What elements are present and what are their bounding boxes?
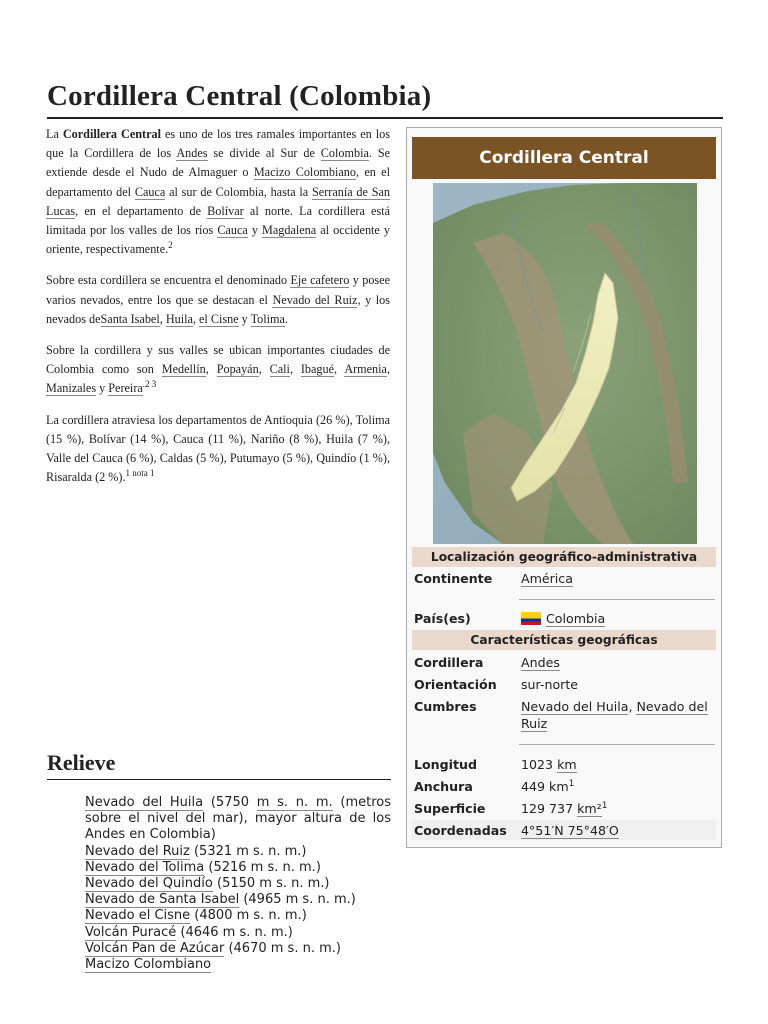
title-divider bbox=[47, 117, 723, 119]
text-run: , bbox=[386, 362, 390, 377]
inline-link[interactable]: Medellín bbox=[161, 362, 206, 377]
infobox-value-coordenadas[interactable] bbox=[521, 822, 711, 839]
inline-link[interactable]: Colombia bbox=[320, 146, 369, 161]
text-run: La cordillera atraviesa los departamentos de Antioquia (26 %), Tolima (15 %), Bolívar (14 %), Cauca (11 %), Nariño (8 %), Huila (7 %), Valle del Cauca (6 %), Caldas (5 %), Putumayo (5 %), Quindío (1 %), Risaralda (2 %). bbox=[46, 412, 390, 485]
relief-map-image bbox=[433, 183, 697, 544]
infobox-label-superficie: Superficie bbox=[414, 801, 486, 816]
infobox-value-superficie bbox=[521, 800, 711, 817]
inline-link[interactable]: Cauca bbox=[217, 223, 248, 238]
text-run: Sobre esta cordillera se encuentra el denominado bbox=[46, 273, 291, 288]
list-item bbox=[85, 844, 391, 860]
inline-link[interactable]: Nevado del Ruiz bbox=[85, 843, 190, 859]
infobox-section-geografia: Características geográficas bbox=[412, 630, 716, 650]
text-run: , en el departamento de bbox=[75, 203, 208, 218]
inline-link[interactable]: Nevado del Quindío bbox=[85, 876, 213, 892]
reference-marker[interactable]: 1 nota 1 bbox=[125, 468, 155, 479]
section-divider bbox=[47, 779, 391, 780]
text-run: (5150 m s. n. m.) bbox=[212, 876, 330, 892]
infobox-title: Cordillera Central bbox=[412, 137, 716, 179]
inline-link[interactable]: Magdalena bbox=[262, 223, 317, 238]
text-run: y posee varios nevados, entre los que se destacan el bbox=[46, 273, 390, 307]
colombia-flag-icon bbox=[521, 612, 541, 625]
text-run: y bbox=[238, 311, 251, 326]
inline-link[interactable]: km² bbox=[577, 801, 602, 816]
infobox-value-cordillera[interactable]: Andes bbox=[521, 655, 560, 670]
text-run: , bbox=[289, 362, 301, 377]
infobox-label-cumbres: Cumbres bbox=[414, 699, 477, 714]
text-run: al norte. La cordillera está limitada por los valles de los ríos bbox=[46, 203, 390, 238]
section-heading-relieve: Relieve bbox=[47, 750, 116, 775]
inline-link[interactable]: Pereira bbox=[108, 381, 143, 396]
infobox-label-anchura: Anchura bbox=[414, 779, 473, 794]
text-run: , y los nevados de bbox=[46, 292, 390, 326]
list-item bbox=[85, 941, 391, 957]
inline-link[interactable]: Armenia bbox=[344, 362, 387, 377]
infobox-label-continente: Continente bbox=[414, 571, 493, 586]
text-run: es uno de los tres ramales importantes en los que la Cordillera de los bbox=[46, 127, 391, 161]
list-item bbox=[85, 795, 391, 844]
text-run: Sobre la cordillera y sus valles se ubican importantes ciudades de Colombia como son bbox=[46, 343, 390, 377]
inline-link[interactable]: km bbox=[557, 757, 577, 772]
inline-link[interactable]: Macizo Colombiano bbox=[253, 165, 356, 180]
text-run: (5216 m s. n. m.) bbox=[204, 859, 321, 875]
page-title: Cordillera Central (Colombia) bbox=[47, 80, 432, 112]
list-item bbox=[85, 957, 391, 973]
infobox-label-pais: País(es) bbox=[414, 611, 471, 626]
inline-link[interactable]: Macizo Colombiano bbox=[85, 957, 212, 973]
inline-link[interactable]: Nevado de Santa Isabel bbox=[85, 892, 240, 908]
inline-link[interactable]: Manizales bbox=[46, 381, 97, 396]
text-run: al occidente y oriente, respectivamente. bbox=[46, 223, 390, 257]
inline-link[interactable]: Nevado del Huila bbox=[521, 699, 629, 714]
list-item bbox=[85, 860, 391, 876]
reference-marker[interactable]: 2 bbox=[168, 240, 173, 251]
text-run: (5321 m s. n. m.) bbox=[189, 843, 307, 859]
inline-link[interactable]: Ibagué bbox=[300, 362, 335, 377]
text-run: (5750 bbox=[203, 795, 257, 810]
text-run: se divide al Sur de bbox=[207, 146, 321, 161]
reference-marker[interactable]: .2 3 bbox=[142, 379, 157, 390]
article-paragraph-1 bbox=[46, 125, 390, 259]
inline-link[interactable]: Serranía de San Lucas bbox=[46, 184, 390, 218]
inline-link[interactable]: Popayán bbox=[216, 362, 259, 377]
bold-text: Cordillera Central bbox=[62, 127, 161, 141]
inline-link[interactable]: Nevado del Huila bbox=[85, 795, 204, 810]
text-run: (4965 m s. n. m.) bbox=[239, 892, 356, 908]
inline-link[interactable]: Nevado del Tolima bbox=[85, 859, 205, 875]
inline-link[interactable]: Nevado del Ruiz bbox=[521, 699, 708, 731]
text-run: (metros sobre el nivel del mar), mayor altura de los Andes en Colombia) bbox=[85, 795, 392, 843]
article-paragraph-3 bbox=[46, 341, 390, 399]
infobox-divider bbox=[519, 744, 715, 745]
infobox-value-pais[interactable]: Colombia bbox=[521, 610, 711, 627]
text-run: (4670 m s. n. m.) bbox=[224, 940, 341, 956]
reference-marker[interactable]: 1 bbox=[601, 800, 608, 811]
infobox-label-coordenadas: Coordenadas bbox=[414, 823, 507, 838]
infobox-label-longitud: Longitud bbox=[414, 757, 477, 772]
list-item bbox=[85, 892, 391, 908]
infobox-label-cordillera: Cordillera bbox=[414, 655, 484, 670]
inline-link[interactable]: Nevado del Ruiz bbox=[272, 292, 358, 307]
inline-link[interactable]: Andes bbox=[176, 146, 208, 161]
reference-marker[interactable]: 1 bbox=[568, 778, 575, 789]
infobox-section-localizacion: Localización geográfico-administrativa bbox=[412, 547, 716, 567]
text-run: , bbox=[628, 699, 637, 714]
infobox bbox=[406, 127, 722, 848]
list-item bbox=[85, 908, 391, 924]
text-run: , bbox=[258, 362, 270, 377]
text-run: 449 km bbox=[521, 779, 569, 794]
inline-link[interactable]: Eje cafetero bbox=[290, 273, 350, 288]
article-paragraph-4 bbox=[46, 411, 390, 488]
text-run: al sur de Colombia, hasta la bbox=[165, 184, 313, 199]
infobox-divider bbox=[519, 599, 715, 600]
text-run: (4800 m s. n. m.) bbox=[190, 908, 307, 924]
list-item bbox=[85, 876, 391, 892]
infobox-value-anchura bbox=[521, 778, 711, 795]
infobox-value-continente[interactable]: América bbox=[521, 571, 573, 586]
infobox-value-orientacion: sur-norte bbox=[521, 677, 579, 692]
inline-link[interactable]: Cauca bbox=[134, 184, 166, 199]
infobox-label-orientacion: Orientación bbox=[414, 677, 497, 692]
text-run: 1023 bbox=[521, 757, 558, 772]
text-run: (4646 m s. n. m.) bbox=[176, 924, 293, 940]
text-run: , bbox=[192, 311, 199, 326]
inline-link[interactable]: Nevado el Cisne bbox=[85, 908, 191, 924]
inline-link[interactable]: Tolima bbox=[250, 311, 285, 326]
inline-link[interactable]: m s. n. m. bbox=[256, 795, 333, 810]
inline-link[interactable]: Volcán Pan de Azúcar bbox=[85, 940, 225, 956]
list-item bbox=[85, 925, 391, 941]
inline-link[interactable]: Bolívar bbox=[207, 203, 244, 218]
relieve-list bbox=[85, 795, 391, 973]
text-run: , bbox=[334, 362, 345, 377]
text-run: . bbox=[284, 311, 288, 326]
text-run: 129 737 bbox=[521, 801, 578, 816]
inline-link[interactable]: Volcán Puracé bbox=[85, 924, 177, 940]
infobox-value-longitud bbox=[521, 756, 711, 773]
text-run: , bbox=[205, 362, 217, 377]
inline-link[interactable]: Santa Isabel bbox=[100, 311, 160, 326]
text-run: , en el departamento del bbox=[46, 165, 390, 199]
article-body bbox=[46, 125, 390, 499]
text-run: . Se extiende desde el Nudo de Almaguer o bbox=[46, 146, 391, 180]
inline-link[interactable]: 4°51′N 75°48′O bbox=[521, 823, 619, 838]
text-run: La bbox=[46, 127, 63, 141]
inline-link[interactable]: Cali bbox=[269, 362, 290, 377]
text-run: y bbox=[247, 223, 263, 238]
article-paragraph-2 bbox=[46, 271, 390, 329]
inline-link[interactable]: el Cisne bbox=[199, 311, 239, 326]
inline-link[interactable]: Huila bbox=[165, 311, 193, 326]
infobox-value-cumbres[interactable] bbox=[521, 698, 711, 732]
text-run: y bbox=[96, 381, 109, 396]
text-run: , bbox=[159, 311, 166, 326]
